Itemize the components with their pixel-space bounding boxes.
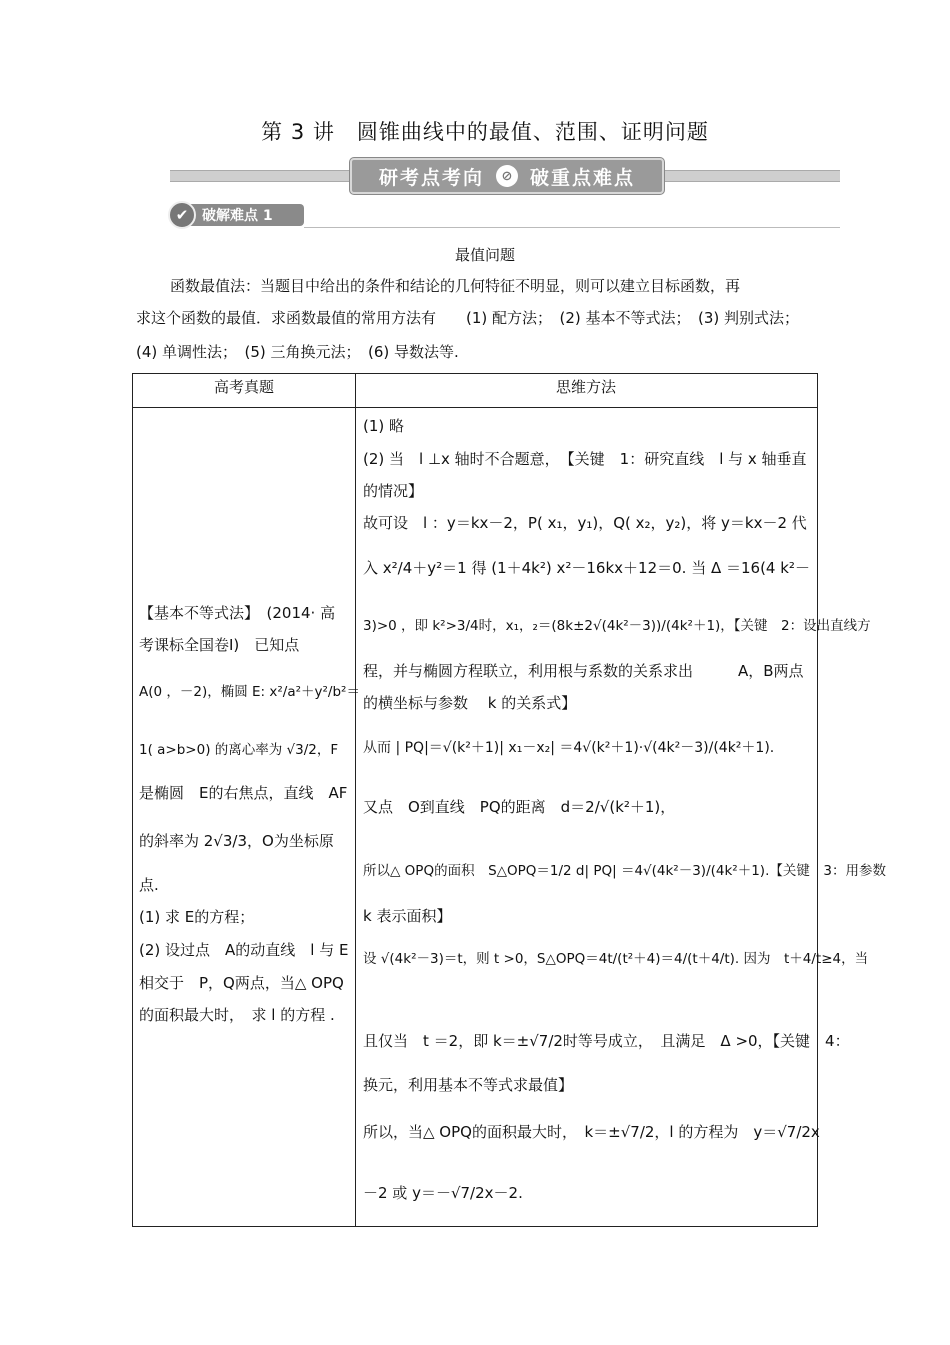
section-banner (350, 158, 664, 194)
exam-line: (2) 设过点 A的动直线 l 与 E (139, 941, 349, 959)
method-line: 故可设 l ：y＝kx－2，P( x₁，y₁)，Q( x₂，y₂)，将 y＝kx－2 代 (363, 514, 807, 532)
method-line: (2) 当 l ⊥x 轴时不合题意， 【关键 1：研究直线 l 与 x 轴垂直 (363, 450, 807, 468)
banner-left-text: 研考点考向 (378, 166, 484, 189)
method-table (132, 373, 886, 1227)
badge-label: 破解难点 1 (202, 208, 273, 224)
page-title: 第 3 讲 圆锥曲线中的最值、范围、证明问题 (261, 120, 709, 144)
method-line: 所以，当△ OPQ的面积最大时， k＝±√7/2，l 的方程为 y＝√7/2x (363, 1123, 820, 1141)
method-line: 换元，利用基本不等式求最值】 (363, 1076, 574, 1094)
exam-line: 【基本不等式法】 (2014· 高 (139, 604, 336, 622)
method-line: 入 x²/4＋y²＝1 得 (1＋4k²) x²－16kx＋12＝0. 当 Δ ＝16(4 k²－ (363, 559, 810, 577)
intro-line-1: 函数最值法：当题目中给出的条件和结论的几何特征不明显，则可以建立目标函数，再 (170, 277, 741, 295)
column-divider (355, 374, 356, 1226)
exam-line: 1( a>b>0) 的离心率为 √3/2，F (139, 742, 339, 758)
section-badge (170, 204, 304, 226)
exam-line: 的斜率为 2√3/3，O为坐标原 (139, 832, 334, 850)
vs-icon: ⊘ (496, 165, 518, 187)
exam-line: 相交于 P，Q两点，当△ OPQ (139, 974, 344, 992)
method-line: 设 √(4k²－3)＝t，则 t >0，S△OPQ＝4t/(t²＋4)＝4/(t＋4/t). 因为 t＋4/t≥4，当 (363, 951, 869, 967)
badge-rule (304, 227, 840, 228)
method-line: k 表示面积】 (363, 907, 452, 925)
banner-right-text: 破重点难点 (530, 166, 636, 189)
method-line: －2 或 y＝－√7/2x－2. (363, 1184, 523, 1202)
exam-line: 点. (139, 876, 159, 894)
intro-line-2: 求这个函数的最值．求函数最值的常用方法有 (1) 配方法； (2) 基本不等式法； (3) 判别式法； (136, 309, 800, 327)
method-line: (1) 略 (363, 417, 405, 435)
method-line: 程，并与椭圆方程联立，利用根与系数的关系求出 A，B两点 (363, 662, 804, 680)
header-divider (133, 407, 817, 408)
method-line: 又点 O到直线 PQ的距离 d＝2/√(k²＋1)， (363, 798, 676, 816)
exam-line: 的面积最大时， 求 l 的方程 . (139, 1006, 335, 1024)
method-line: 3)>0 ，即 k²>3/4时，x₁，₂＝(8k±2√(4k²－3))/(4k²＋1)，【关键 2：设出直线方 (363, 618, 871, 634)
exam-line: A(0 ，－2)，椭圆 E: x²/a²＋y²/b²＝ (139, 684, 360, 700)
method-line: 且仅当 t ＝2，即 k＝±√7/2时等号成立， 且满足 Δ >0，【关键 4： (363, 1032, 850, 1050)
header-method: 思维方法 (555, 378, 616, 396)
method-line: 从而 | PQ|＝√(k²＋1)| x₁－x₂| ＝4√(k²＋1)·√(4k²－3)/(4k²＋1). (363, 740, 775, 756)
exam-line: 是椭圆 E的右焦点，直线 AF (139, 784, 348, 802)
header-exam: 高考真题 (213, 378, 274, 396)
section-title: 最值问题 (454, 246, 515, 264)
method-line: 的横坐标与参数 k 的关系式】 (363, 694, 577, 712)
method-line: 所以△ OPQ的面积 S△OPQ＝1/2 d| PQ| ＝4√(4k²－3)/(4k²＋1).【关键 3：用参数 (363, 863, 886, 879)
method-line: 的情况】 (363, 482, 424, 500)
exam-line: 考课标全国卷Ⅰ) 已知点 (139, 636, 300, 654)
check-icon: ✔ (168, 201, 196, 229)
intro-line-3: (4) 单调性法； (5) 三角换元法； (6) 导数法等. (136, 343, 459, 361)
exam-line: (1) 求 E的方程； (139, 908, 255, 926)
